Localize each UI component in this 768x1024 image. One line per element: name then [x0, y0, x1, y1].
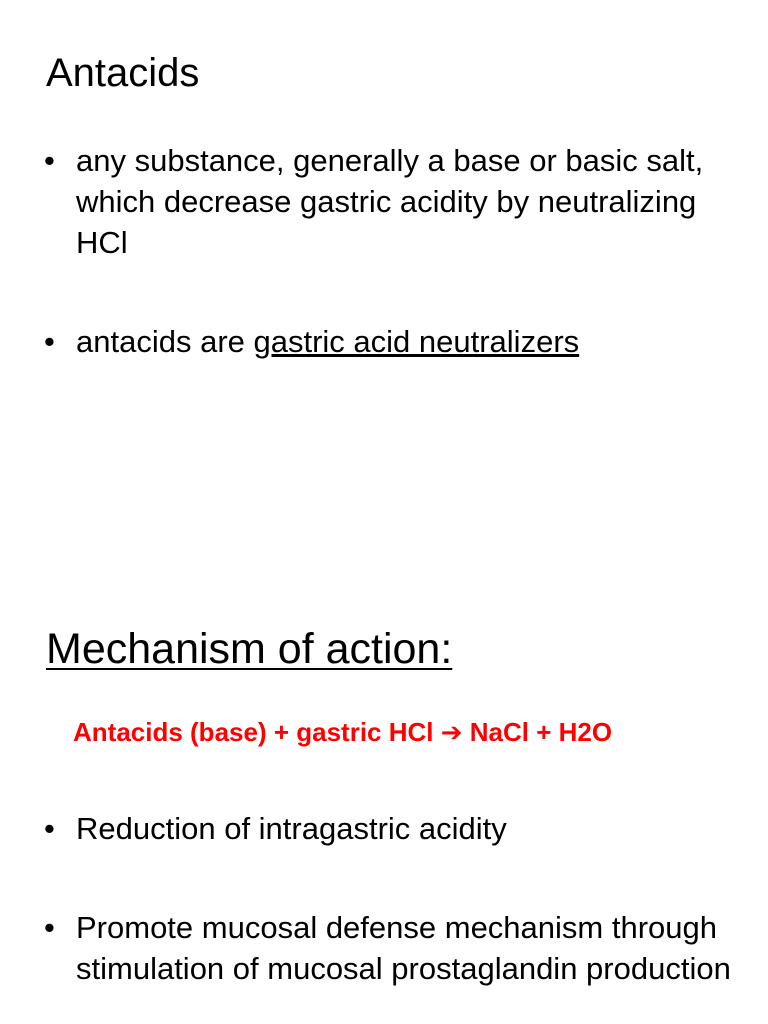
bullet-mucosal-defense	[44, 907, 734, 989]
reaction-equation	[73, 716, 612, 748]
bullet-text-prefix: antacids are	[76, 324, 254, 359]
slide-title-mechanism: Mechanism of action:	[46, 625, 453, 673]
bullet-marker: •	[44, 143, 55, 178]
definition-bullet-list	[44, 140, 734, 362]
arrow-right-icon: ➔	[440, 717, 463, 747]
bullet-text: Reduction of intragastric acidity	[76, 811, 507, 846]
bullet-underlined-term: gastric acid neutralizers	[253, 324, 580, 359]
bullet-neutralizers	[44, 321, 734, 362]
equation-reactants: Antacids (base) + gastric HCl	[73, 717, 434, 747]
bullet-text: Promote mucosal defense mechanism through stimulation of mucosal prostaglandin production	[76, 910, 731, 986]
bullet-marker: •	[44, 811, 55, 846]
bullet-marker: •	[44, 324, 55, 359]
equation-products: NaCl + H2O	[469, 717, 613, 747]
mechanism-bullet-list	[44, 808, 734, 989]
bullet-reduction	[44, 808, 734, 849]
bullet-definition	[44, 140, 734, 263]
slide-mechanism	[0, 520, 768, 1024]
slide-title-antacids: Antacids	[46, 51, 200, 95]
bullet-marker: •	[44, 910, 55, 945]
bullet-text: any substance, generally a base or basic salt, which decrease gastric acidity by neutralizing HCl	[76, 143, 704, 260]
